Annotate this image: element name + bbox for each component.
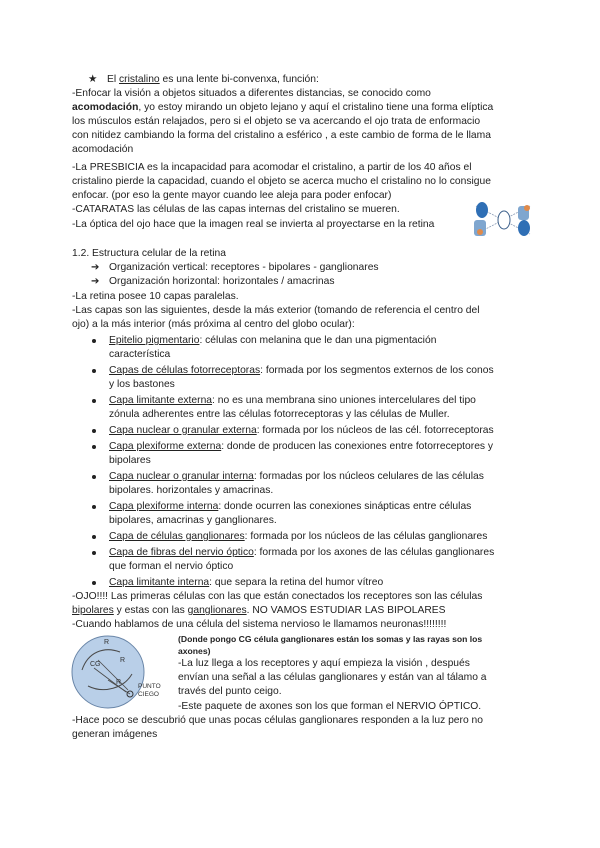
cristalino-title: El cristalino es una lente bi-convenxa, función: — [107, 74, 319, 85]
layer-1: Epitelio pigmentario: células con melanina que le dan una pigmentación — [109, 335, 437, 346]
layer-2: Capas de células fotorreceptoras: formada por los segmentos externos de los conos — [109, 365, 494, 376]
arrow-icon: ➔ — [91, 276, 100, 287]
bullet-dot — [92, 551, 96, 555]
r-label-mid: R — [120, 657, 126, 664]
presbicia-line-1: -La PRESBICIA es la incapacidad para acomodar el cristalino, a partir de los 40 años el — [72, 162, 472, 173]
layer-9-cont: que forman el nervio óptico — [109, 561, 234, 572]
hace-poco-line-1: -Hace poco se descubrió que unas pocas células ganglionares responden a la luz pero no — [72, 715, 484, 726]
bullet-dot — [92, 399, 96, 403]
acomodacion-line-5: acomodación — [72, 144, 134, 155]
r-label-low: R — [116, 679, 122, 686]
cg-label: CG — [90, 661, 101, 668]
acomodacion-line-3: los músculos están relajados, pero si el objeto se va acercando el ojo trata de enformacio — [72, 116, 481, 127]
layer-7-cont: bipolares, amacrinas y ganglionares. — [109, 515, 277, 526]
luz-line-3: través del punto ceigo. — [178, 686, 282, 697]
layer-10: Capa limitante interna: que separa la retina del humor vítreo — [109, 577, 384, 588]
layer-1-cont: característica — [109, 349, 171, 360]
bullet-dot — [92, 339, 96, 343]
bullet-dot — [92, 581, 96, 585]
luz-line-2: envían una señal a las células ganglionares y están van al tálamo a — [178, 672, 487, 683]
layer-5-cont: bipolares — [109, 455, 151, 466]
bullet-dot — [92, 535, 96, 539]
bullet-dot — [92, 505, 96, 509]
acomodacion-line-2: acomodación, yo estoy mirando un objeto lejano y aquí el cristalino tiene una forma elíptica — [72, 102, 494, 113]
layer-6-cont: bipolares. horizontales y amacrinas. — [109, 485, 274, 496]
capas-intro-line-2: ojo) a la más interior (más próxima al centro del globo ocular): — [72, 319, 355, 330]
ojo-line-2: bipolares y estas con las ganglionares. NO VAMOS ESTUDIAR LAS BIPOLARES — [72, 605, 446, 616]
arrow-icon: ➔ — [91, 262, 100, 273]
layer-9: Capa de fibras del nervio óptico: formada por los axones de las células ganglionares — [109, 547, 495, 558]
capas-intro-line-1: -Las capas son las siguientes, desde la más exterior (tomando de referencia el centro del — [72, 305, 480, 316]
star-bullet: ★ — [88, 74, 98, 85]
cataratas-line: -CATARATAS las células de las capas internas del cristalino se mueren. — [72, 204, 400, 215]
bullet-dot — [92, 475, 96, 479]
acomodacion-line-1: -Enfocar la visión a objetos situados a diferentes distancias, se conocido como — [72, 88, 431, 99]
bullet-dot — [92, 369, 96, 373]
acomodacion-line-4: con nitidez cambiando la forma del cristalino a esférico , a este cambio de forma de le llama — [72, 130, 491, 141]
layer-2-cont: y los bastones — [109, 379, 175, 390]
layer-8: Capa de células ganglionares: formada por los núcleos de las células ganglionares — [109, 531, 488, 542]
layer-5: Capa plexiforme externa: donde de producen las conexiones entre fotorreceptores y — [109, 441, 494, 452]
layer-7: Capa plexiforme interna: donde ocurren las conexiones sinápticas entre células — [109, 501, 472, 512]
layer-6: Capa nuclear o granular interna: formadas por los núcleos celulares de las células — [109, 471, 484, 482]
retina-sketch-diagram — [68, 630, 172, 712]
org-horizontal: Organización horizontal: horizontales / amacrinas — [109, 276, 335, 287]
hace-poco-line-2: generan imágenes — [72, 729, 158, 740]
eye-inversion-figure — [470, 196, 536, 244]
diagram-note-line-1: (Donde pongo CG célula ganglionares están los somas y las rayas son los — [178, 634, 483, 644]
ciego-label: CIEGO — [138, 691, 159, 698]
optica-line: -La óptica del ojo hace que la imagen real se invierta al proyectarse en la retina — [72, 219, 435, 230]
org-vertical: Organización vertical: receptores - bipolares - ganglionares — [109, 262, 379, 273]
diagram-note-line-2: axones) — [178, 646, 211, 656]
presbicia-line-2: cristalino pierde la capacidad, cuando el objeto se acerca mucho el cristalino no lo consigue — [72, 176, 491, 187]
layer-4: Capa nuclear o granular externa: formada por los núcleos de las cél. fotorreceptoras — [109, 425, 494, 436]
punto-label: PUNTO — [138, 683, 161, 690]
presbicia-line-3: enfocar. (por eso la gente mayor cuando lee aleja para poder enfocar) — [72, 190, 392, 201]
r-label-top: R — [104, 639, 110, 646]
ojo-line-1: -OJO!!!! Las primeras células con las que están conectados los receptores son las células — [72, 591, 483, 602]
luz-line-1: -La luz llega a los receptores y aquí empieza la visión , después — [178, 658, 470, 669]
neuronas-line: -Cuando hablamos de una célula del sistema nervioso le llamamos neuronas!!!!!!!! — [72, 619, 447, 630]
bullet-dot — [92, 429, 96, 433]
nervio-optico-line: -Este paquete de axones son los que forman el NERVIO ÓPTICO. — [178, 701, 482, 712]
retina-heading: 1.2. Estructura celular de la retina — [72, 248, 226, 259]
layer-3: Capa limitante externa: no es una membrana sino uniones intercelulares del tipo — [109, 395, 476, 406]
layer-3-cont: zónula adherentes entre las células fotorreceptoras y las células de Muller. — [109, 409, 450, 420]
bullet-dot — [92, 445, 96, 449]
capas-count: -La retina posee 10 capas paralelas. — [72, 291, 239, 302]
